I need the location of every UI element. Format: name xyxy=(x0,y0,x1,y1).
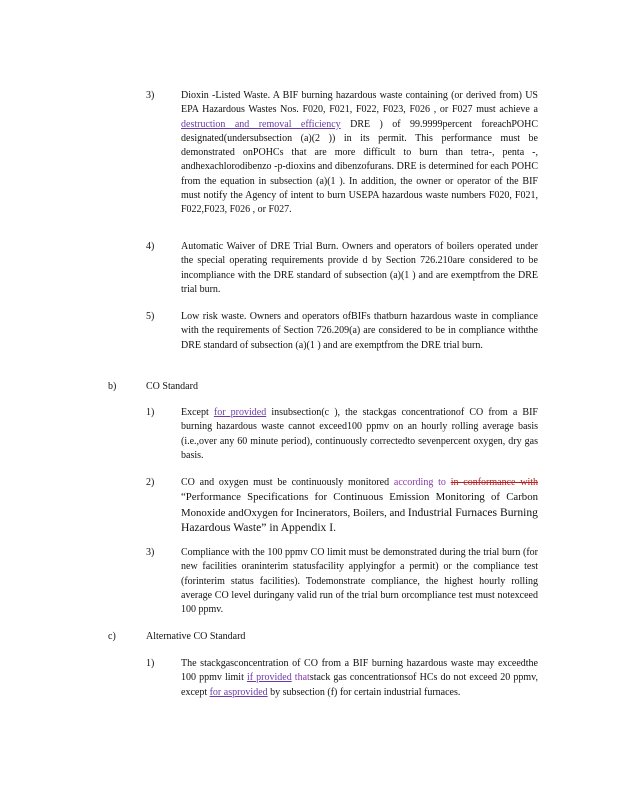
item-number: 1) xyxy=(146,407,155,418)
item-low-risk-waste xyxy=(181,310,538,353)
text-run: stack gas concentrationsof HCs do not exceed 20 ppmv, except xyxy=(181,672,538,698)
item-number: 1) xyxy=(146,658,155,669)
inserted-text: destruction and removal efficiency xyxy=(181,118,341,130)
text-run: DRE ) of 99.9999percent foreachPOHC designated(undersubsection (a)(2 )) in its permit. This performance must be demonstrated onPOHCs that are more difficult to burn than tetra-, penta -, andhexachlorodibenzo -p-dioxins and dibenzofurans. DRE is determined for each POHC from the equation in subsection (a)(1 ). In addition, the owner or operator of the BIF must notify the Agency of intent to burn USEPA hazardous waste numbers F020, F021, F022,F023, F026 , or F027. xyxy=(181,118,539,216)
text-run: Low risk waste. Owners and operators ofBIFs thatburn hazardous waste in compliance with the requirements of Section 726.209(a) are considered to be in compliance withthe DRE standard of subsection (a)(1 ) and are exemptfrom the DRE trial burn. xyxy=(181,311,538,351)
item-number: 3) xyxy=(146,547,155,558)
section-letter: c) xyxy=(108,631,116,642)
item-co-compliance xyxy=(181,546,538,617)
text-run: Compliance with the 100 ppmv CO limit must be demonstrated during the trial burn (for new facilities oraninterim statusfacility applyingfor a permit) or the compliance test (forinterim status facilities). Todemonstrate compliance, the highest hourly rolling average CO level duringany valid run of the trial burn orcompliance test must notexceed 100 ppmv. xyxy=(181,547,538,616)
text-run: Dioxin -Listed Waste. A BIF burning hazardous waste containing (or derived from) US EPA Hazardous Wastes Nos. F020, F021, F022, F023, F026 , or F027 must achieve a xyxy=(181,90,538,116)
item-co-monitoring xyxy=(181,476,538,536)
inserted-text: for asprovided xyxy=(209,686,268,698)
text-run: Industrial Furnaces Burning Hazardous Waste” in Appendix I. xyxy=(181,505,538,534)
item-number: 2) xyxy=(146,477,155,488)
item-automatic-waiver xyxy=(181,240,538,297)
inserted-text: if provided xyxy=(246,672,292,684)
deleted-text: in conformance with xyxy=(450,477,539,488)
text-run: by subsection (f) for certain industrial furnaces. xyxy=(267,686,461,698)
text-run: Automatic Waiver of DRE Trial Burn. Owners and operators of boilers operated under the special operating requirements provide d by Section 726.210are considered to be incompliance with the DRE standard of subsection (a)(1 ) and are exemptfrom the DRE trial burn. xyxy=(181,241,538,295)
text-run: according to xyxy=(393,477,446,488)
section-letter: b) xyxy=(108,381,117,392)
text-run: insubsection(c ), the stackgas concentrationof CO from a BIF burning hazardous waste cannot exceed100 ppmv on an hourly rolling average basis (i.e.,over any 60 minute period), continuously correctedto sevenpercent oxygen, dry gas basis. xyxy=(181,407,538,461)
text-run: “Performance Specifications for Continuous Emission Monitoring of Carbon Monoxide andOxygen for Incinerators, Boilers, and xyxy=(181,491,538,519)
text-run: The stackgasconcentration of CO from a BIF burning hazardous waste may exceedthe 100 ppmv limit xyxy=(181,658,538,684)
section-title-co-standard: CO Standard xyxy=(146,381,198,392)
text-run: Except xyxy=(181,407,214,418)
item-number: 5) xyxy=(146,311,155,322)
item-dioxin-listed-waste xyxy=(181,89,538,218)
item-alternative-co-limit xyxy=(181,657,538,700)
section-title-alternative-co-standard: Alternative CO Standard xyxy=(146,631,246,642)
inserted-text: for provided xyxy=(213,407,267,418)
item-number: 3) xyxy=(146,90,155,101)
item-number: 4) xyxy=(146,241,155,252)
item-co-limit xyxy=(181,406,538,463)
text-run: that xyxy=(294,672,310,684)
text-run: CO and oxygen must be continuously monitored xyxy=(181,477,394,488)
